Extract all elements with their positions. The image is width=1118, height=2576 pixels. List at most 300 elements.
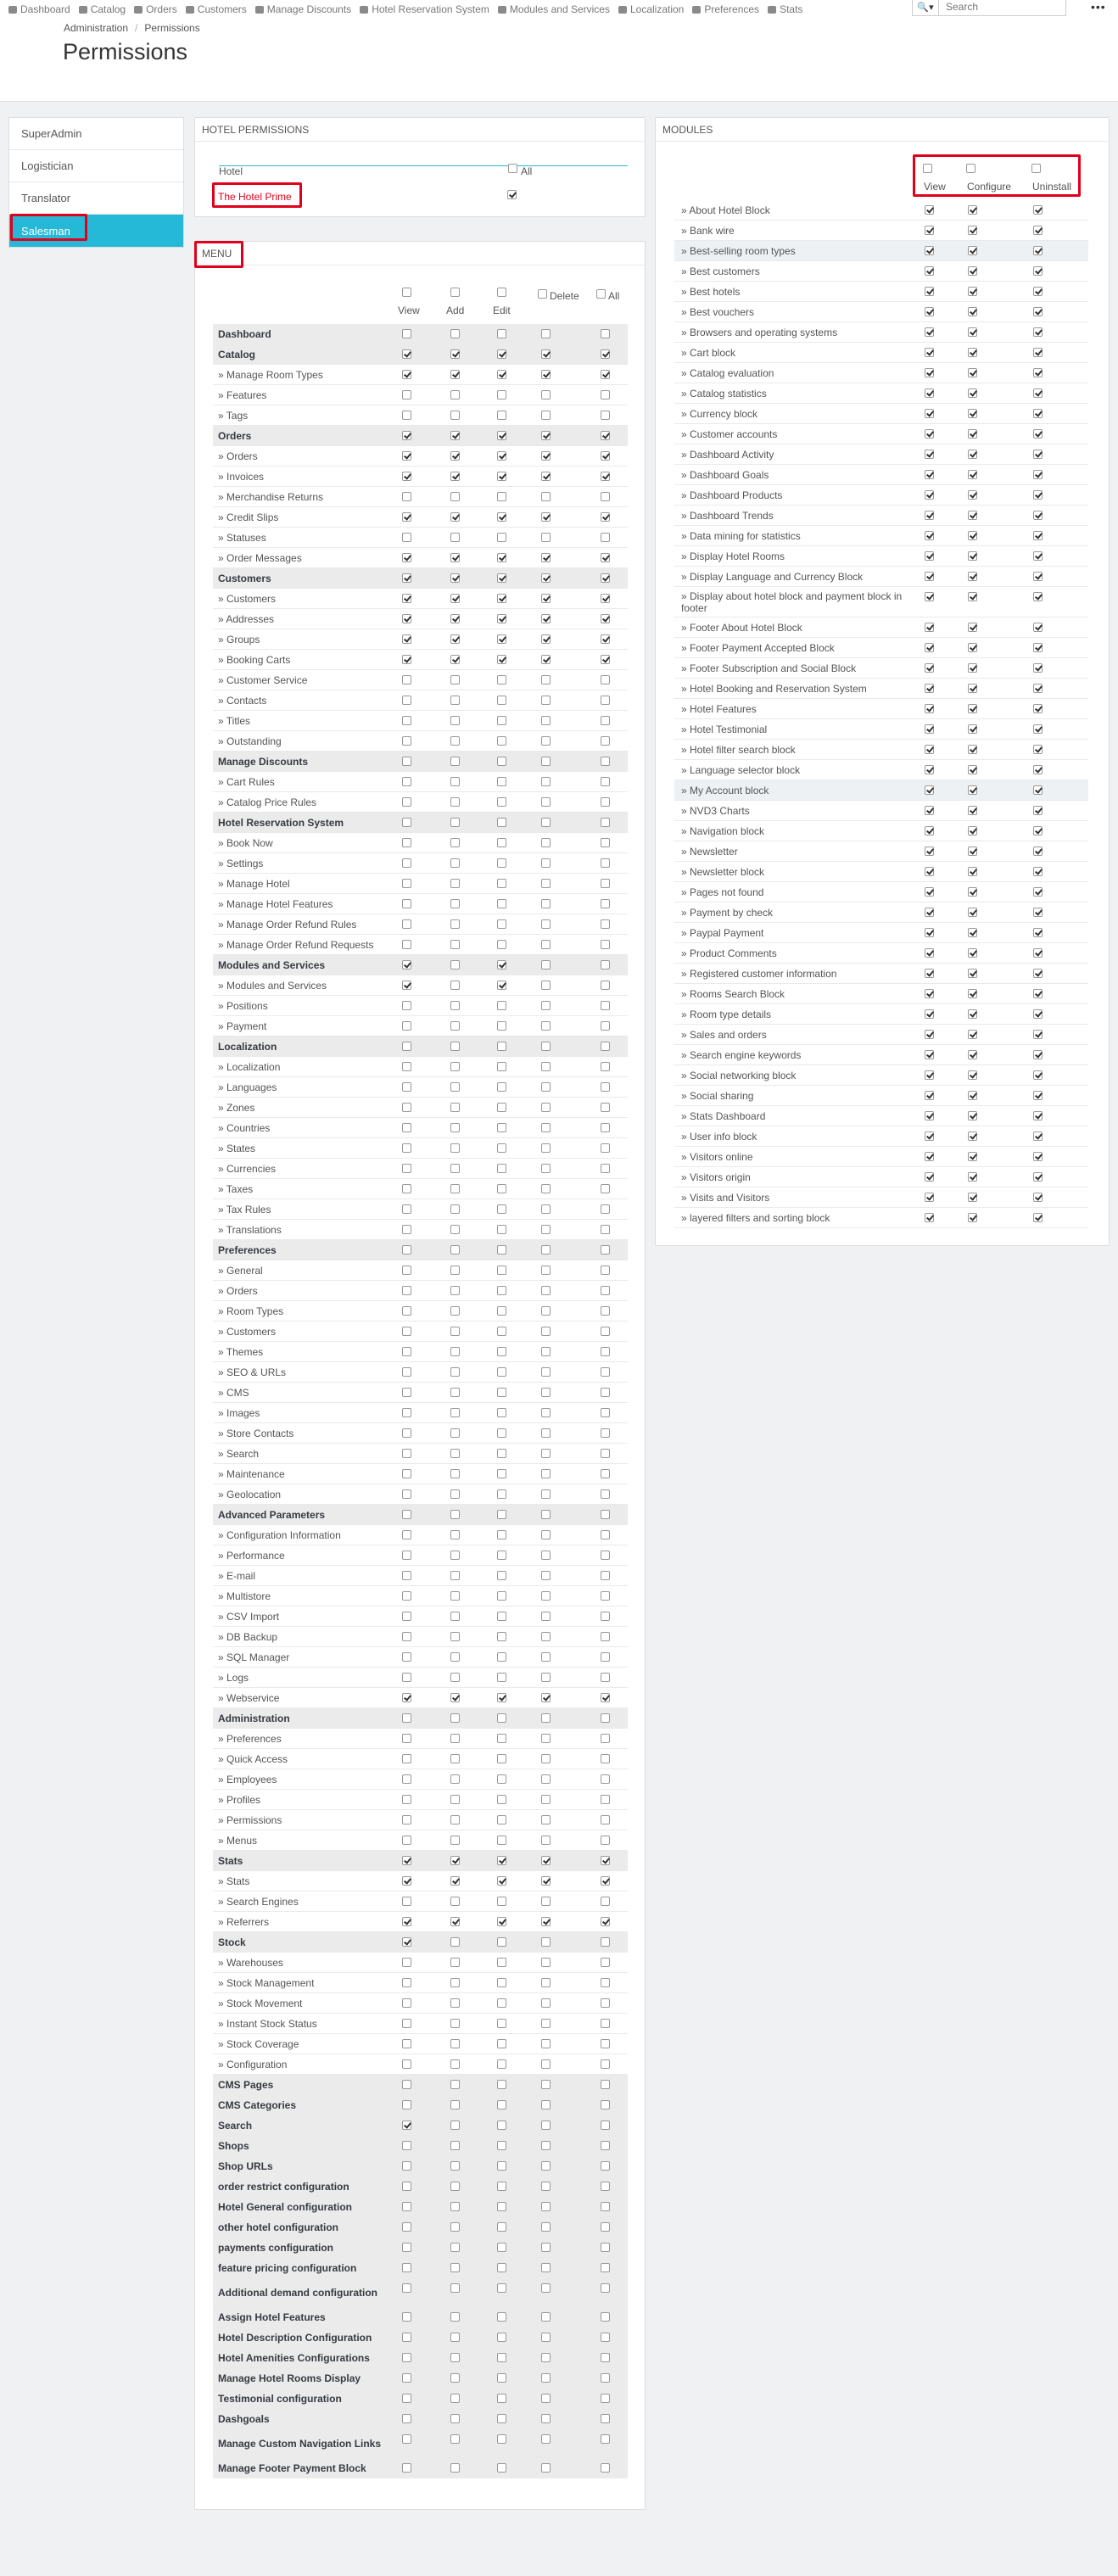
menu-all-checkbox[interactable] — [601, 349, 610, 359]
module-view-checkbox[interactable] — [925, 1111, 934, 1120]
module-view-checkbox[interactable] — [925, 226, 934, 235]
menu-edit-checkbox[interactable] — [497, 1489, 506, 1499]
menu-view-checkbox[interactable] — [402, 2182, 411, 2191]
module-configure-checkbox[interactable] — [968, 287, 977, 296]
menu-all-checkbox[interactable] — [601, 1062, 610, 1071]
module-configure-checkbox[interactable] — [968, 724, 977, 734]
menu-edit-checkbox[interactable] — [497, 594, 506, 603]
menu-view-checkbox[interactable] — [402, 655, 411, 664]
menu-all-checkbox[interactable] — [601, 1713, 610, 1723]
menu-view-checkbox[interactable] — [402, 1449, 411, 1458]
menu-view-checkbox[interactable] — [402, 1347, 411, 1356]
menu-view-checkbox[interactable] — [402, 1001, 411, 1010]
menu-all-checkbox[interactable] — [601, 1897, 610, 1906]
menu-add-checkbox[interactable] — [450, 736, 460, 746]
menu-edit-checkbox[interactable] — [497, 573, 506, 583]
menu-all-checkbox[interactable] — [601, 1571, 610, 1580]
menu-add-checkbox[interactable] — [450, 2019, 460, 2028]
menu-edit-checkbox[interactable] — [497, 838, 506, 847]
module-uninstall-checkbox[interactable] — [1033, 551, 1043, 561]
module-uninstall-checkbox[interactable] — [1033, 1132, 1043, 1141]
module-view-checkbox[interactable] — [925, 1091, 934, 1100]
menu-add-checkbox[interactable] — [450, 838, 460, 847]
menu-edit-checkbox[interactable] — [497, 1367, 506, 1377]
menu-add-checkbox[interactable] — [450, 1958, 460, 1967]
module-uninstall-checkbox[interactable] — [1033, 684, 1043, 693]
menu-add-checkbox[interactable] — [450, 879, 460, 888]
menu-delete-checkbox[interactable] — [541, 2161, 551, 2171]
menu-edit-checkbox[interactable] — [497, 451, 506, 461]
search-input[interactable] — [939, 0, 1066, 16]
menu-delete-checkbox[interactable] — [541, 1937, 551, 1947]
menu-edit-checkbox[interactable] — [497, 2080, 506, 2089]
menu-edit-checkbox[interactable] — [497, 431, 506, 440]
menu-add-checkbox[interactable] — [450, 1734, 460, 1743]
module-view-checkbox[interactable] — [925, 205, 934, 215]
menu-add-checkbox[interactable] — [450, 1836, 460, 1845]
module-view-checkbox[interactable] — [925, 704, 934, 713]
menu-edit-checkbox[interactable] — [497, 2353, 506, 2362]
menu-all-checkbox[interactable] — [601, 2121, 610, 2130]
menu-delete-checkbox[interactable] — [541, 2283, 551, 2293]
menu-all-checkbox[interactable] — [601, 797, 610, 807]
menu-add-checkbox[interactable] — [450, 716, 460, 725]
menu-view-checkbox[interactable] — [402, 1184, 411, 1193]
module-view-checkbox[interactable] — [925, 826, 934, 835]
menu-all-checkbox[interactable] — [601, 1143, 610, 1153]
menu-add-checkbox[interactable] — [450, 1204, 460, 1214]
menu-all-checkbox[interactable] — [601, 2222, 610, 2232]
menu-add-checkbox[interactable] — [450, 2243, 460, 2252]
menu-delete-checkbox[interactable] — [541, 1408, 551, 1417]
menu-delete-checkbox[interactable] — [541, 634, 551, 644]
menu-edit-checkbox[interactable] — [497, 736, 506, 746]
menu-edit-checkbox[interactable] — [497, 1713, 506, 1723]
menu-all-checkbox[interactable] — [601, 2394, 610, 2403]
menu-all-checkbox[interactable] — [601, 777, 610, 786]
module-view-checkbox[interactable] — [925, 592, 934, 601]
menu-view-checkbox[interactable] — [402, 2202, 411, 2211]
menu-delete-checkbox[interactable] — [541, 2373, 551, 2383]
menu-add-checkbox[interactable] — [450, 329, 460, 338]
menu-add-checkbox[interactable] — [450, 919, 460, 929]
menu-add-checkbox[interactable] — [450, 2182, 460, 2191]
module-view-checkbox[interactable] — [925, 409, 934, 418]
module-uninstall-checkbox[interactable] — [1033, 948, 1043, 958]
module-uninstall-checkbox[interactable] — [1033, 1009, 1043, 1019]
menu-all-checkbox[interactable] — [601, 960, 610, 969]
breadcrumb-root[interactable]: Administration — [64, 22, 129, 34]
menu-view-checkbox[interactable] — [402, 2141, 411, 2150]
module-uninstall-checkbox[interactable] — [1033, 1111, 1043, 1120]
menu-delete-checkbox[interactable] — [541, 1530, 551, 1539]
menu-add-checkbox[interactable] — [450, 2100, 460, 2109]
menu-edit-checkbox[interactable] — [497, 1612, 506, 1621]
module-view-checkbox[interactable] — [925, 989, 934, 998]
menu-delete-checkbox[interactable] — [541, 1998, 551, 2008]
menu-view-checkbox[interactable] — [402, 675, 411, 685]
menu-view-checkbox[interactable] — [402, 1856, 411, 1865]
module-view-checkbox[interactable] — [925, 307, 934, 316]
menu-add-checkbox[interactable] — [450, 1347, 460, 1356]
menu-all-checkbox[interactable] — [601, 329, 610, 338]
menu-edit-checkbox[interactable] — [497, 2263, 506, 2272]
menu-view-checkbox[interactable] — [402, 1428, 411, 1438]
menu-edit-checkbox[interactable] — [497, 329, 506, 338]
module-uninstall-checkbox[interactable] — [1033, 643, 1043, 652]
menu-delete-checkbox[interactable] — [541, 1958, 551, 1967]
profile-item-logistician[interactable]: Logistician — [9, 150, 183, 182]
menu-delete-checkbox[interactable] — [541, 675, 551, 685]
menu-edit-checkbox[interactable] — [497, 2182, 506, 2191]
menu-add-checkbox[interactable] — [450, 797, 460, 807]
menu-add-checkbox[interactable] — [450, 370, 460, 379]
module-uninstall-checkbox[interactable] — [1033, 368, 1043, 377]
menu-all-checkbox[interactable] — [601, 1978, 610, 1987]
menu-delete-checkbox[interactable] — [541, 2100, 551, 2109]
menu-edit-checkbox[interactable] — [497, 1245, 506, 1254]
menu-view-checkbox[interactable] — [402, 1388, 411, 1397]
menu-edit-checkbox[interactable] — [497, 940, 506, 949]
menu-edit-checkbox[interactable] — [497, 1469, 506, 1478]
menu-delete-checkbox[interactable] — [541, 777, 551, 786]
module-uninstall-checkbox[interactable] — [1033, 450, 1043, 459]
nav-item-localization[interactable] — [618, 3, 684, 15]
module-uninstall-checkbox[interactable] — [1033, 1152, 1043, 1161]
module-configure-checkbox[interactable] — [968, 1213, 977, 1222]
module-uninstall-checkbox[interactable] — [1033, 969, 1043, 978]
menu-view-checkbox[interactable] — [402, 1836, 411, 1845]
module-uninstall-checkbox[interactable] — [1033, 287, 1043, 296]
menu-delete-checkbox[interactable] — [541, 1489, 551, 1499]
menu-delete-checkbox[interactable] — [541, 1774, 551, 1784]
module-view-checkbox[interactable] — [925, 388, 934, 398]
menu-view-checkbox[interactable] — [402, 1042, 411, 1051]
module-view-checkbox[interactable] — [925, 266, 934, 276]
menu-edit-checkbox[interactable] — [497, 981, 506, 990]
menu-delete-checkbox[interactable] — [541, 431, 551, 440]
menu-edit-checkbox[interactable] — [497, 1978, 506, 1987]
menu-add-checkbox[interactable] — [450, 1652, 460, 1662]
menu-all-checkbox[interactable] — [601, 492, 610, 501]
menu-add-checkbox[interactable] — [450, 1815, 460, 1824]
profile-item-translator[interactable]: Translator — [9, 182, 183, 215]
menu-delete-checkbox[interactable] — [541, 940, 551, 949]
module-uninstall-checkbox[interactable] — [1033, 1070, 1043, 1080]
menu-view-checkbox[interactable] — [402, 818, 411, 827]
menu-all-checkbox[interactable] — [601, 736, 610, 746]
menu-view-checkbox[interactable] — [402, 1652, 411, 1662]
menu-all-checkbox[interactable] — [601, 919, 610, 929]
menu-add-checkbox[interactable] — [450, 2353, 460, 2362]
module-uninstall-checkbox[interactable] — [1033, 572, 1043, 581]
module-uninstall-checkbox[interactable] — [1033, 1030, 1043, 1039]
menu-all-checkbox[interactable] — [601, 1103, 610, 1112]
menu-edit-checkbox[interactable] — [497, 1876, 506, 1886]
menu-view-checkbox[interactable] — [402, 1632, 411, 1641]
menu-delete-checkbox[interactable] — [541, 390, 551, 400]
menu-add-checkbox[interactable] — [450, 2463, 460, 2473]
menu-delete-checkbox[interactable] — [541, 1795, 551, 1804]
menu-delete-checkbox[interactable] — [541, 655, 551, 664]
menu-edit-checkbox[interactable] — [497, 1652, 506, 1662]
module-configure-checkbox[interactable] — [968, 847, 977, 856]
menu-all-checkbox[interactable] — [601, 1204, 610, 1214]
menu-edit-checkbox[interactable] — [497, 2394, 506, 2403]
module-configure-checkbox[interactable] — [968, 1152, 977, 1161]
module-configure-checkbox[interactable] — [968, 948, 977, 958]
menu-view-checkbox[interactable] — [402, 1408, 411, 1417]
menu-all-checkbox[interactable] — [601, 1327, 610, 1336]
module-configure-checkbox[interactable] — [968, 429, 977, 439]
menu-all-checkbox[interactable] — [601, 1306, 610, 1316]
menu-delete-checkbox[interactable] — [541, 1897, 551, 1906]
menu-delete-checkbox[interactable] — [541, 1266, 551, 1275]
menu-delete-checkbox[interactable] — [541, 1612, 551, 1621]
menu-view-checkbox[interactable] — [402, 2434, 411, 2444]
menu-all-checkbox[interactable] — [601, 2283, 610, 2293]
menu-delete-checkbox[interactable] — [541, 1042, 551, 1051]
module-uninstall-checkbox[interactable] — [1033, 623, 1043, 632]
menu-delete-checkbox[interactable] — [541, 533, 551, 542]
menu-edit-checkbox[interactable] — [497, 757, 506, 766]
module-uninstall-checkbox[interactable] — [1033, 867, 1043, 876]
menu-add-checkbox[interactable] — [450, 2283, 460, 2293]
menu-edit-checkbox[interactable] — [497, 1327, 506, 1336]
menu-all-checkbox[interactable] — [601, 838, 610, 847]
menu-view-checkbox[interactable] — [402, 2333, 411, 2342]
menu-all-checkbox[interactable] — [601, 696, 610, 705]
menu-all-checkbox[interactable] — [601, 1266, 610, 1275]
menu-view-checkbox[interactable] — [402, 2161, 411, 2171]
module-uninstall-checkbox[interactable] — [1033, 765, 1043, 774]
menu-all-checkbox[interactable] — [601, 757, 610, 766]
menu-edit-checkbox[interactable] — [497, 1510, 506, 1519]
menu-add-checkbox[interactable] — [450, 675, 460, 685]
module-configure-checkbox[interactable] — [968, 928, 977, 937]
module-uninstall-checkbox[interactable] — [1033, 246, 1043, 255]
menu-all-checkbox[interactable] — [601, 1082, 610, 1092]
menu-add-checkbox[interactable] — [450, 818, 460, 827]
menu-view-checkbox[interactable] — [402, 370, 411, 379]
menu-all-checkbox[interactable] — [601, 390, 610, 400]
module-uninstall-checkbox[interactable] — [1033, 205, 1043, 215]
menu-edit-checkbox[interactable] — [497, 2161, 506, 2171]
menu-all-checkbox[interactable] — [601, 370, 610, 379]
menu-add-checkbox[interactable] — [450, 1021, 460, 1031]
menu-all-checkbox[interactable] — [601, 1917, 610, 1926]
menu-delete-checkbox[interactable] — [541, 1143, 551, 1153]
menu-delete-checkbox[interactable] — [541, 451, 551, 461]
menu-edit-checkbox[interactable] — [497, 1693, 506, 1702]
menu-all-checkbox[interactable] — [601, 1754, 610, 1763]
menu-edit-checkbox[interactable] — [497, 533, 506, 542]
menu-view-checkbox[interactable] — [402, 838, 411, 847]
module-view-checkbox[interactable] — [925, 429, 934, 439]
menu-add-checkbox[interactable] — [450, 1143, 460, 1153]
module-configure-checkbox[interactable] — [968, 745, 977, 754]
menu-delete-checkbox[interactable] — [541, 1734, 551, 1743]
nav-item-customers[interactable] — [186, 3, 247, 15]
menu-all-checkbox[interactable] — [601, 1652, 610, 1662]
menu-view-checkbox[interactable] — [402, 1917, 411, 1926]
menu-add-checkbox[interactable] — [450, 533, 460, 542]
menu-all-checkbox[interactable] — [601, 1632, 610, 1641]
menu-add-checkbox[interactable] — [450, 2080, 460, 2089]
menu-all-checkbox[interactable] — [601, 2414, 610, 2423]
menu-delete-checkbox[interactable] — [541, 1388, 551, 1397]
module-uninstall-checkbox[interactable] — [1033, 1213, 1043, 1222]
menu-add-checkbox[interactable] — [450, 2394, 460, 2403]
menu-delete-checkbox[interactable] — [541, 2059, 551, 2069]
menu-all-checkbox[interactable] — [601, 2312, 610, 2322]
menu-add-checkbox[interactable] — [450, 553, 460, 562]
menu-view-checkbox[interactable] — [402, 1693, 411, 1702]
module-view-checkbox[interactable] — [925, 887, 934, 897]
menu-all-add-checkbox[interactable] — [450, 288, 460, 297]
menu-view-checkbox[interactable] — [402, 1266, 411, 1275]
menu-view-checkbox[interactable] — [402, 960, 411, 969]
menu-add-checkbox[interactable] — [450, 777, 460, 786]
menu-add-checkbox[interactable] — [450, 1713, 460, 1723]
menu-all-checkbox[interactable] — [601, 1774, 610, 1784]
menu-add-checkbox[interactable] — [450, 1510, 460, 1519]
menu-all-checkbox[interactable] — [601, 614, 610, 623]
menu-view-checkbox[interactable] — [402, 1327, 411, 1336]
menu-delete-checkbox[interactable] — [541, 1204, 551, 1214]
module-configure-checkbox[interactable] — [968, 908, 977, 917]
menu-edit-checkbox[interactable] — [497, 797, 506, 807]
menu-delete-checkbox[interactable] — [541, 2182, 551, 2191]
module-view-checkbox[interactable] — [925, 643, 934, 652]
menu-view-checkbox[interactable] — [402, 390, 411, 400]
module-view-checkbox[interactable] — [925, 287, 934, 296]
menu-view-checkbox[interactable] — [402, 2394, 411, 2403]
menu-delete-checkbox[interactable] — [541, 2434, 551, 2444]
module-uninstall-checkbox[interactable] — [1033, 928, 1043, 937]
menu-edit-checkbox[interactable] — [497, 2373, 506, 2383]
menu-add-checkbox[interactable] — [450, 1184, 460, 1193]
menu-all-all-checkbox[interactable] — [596, 289, 606, 299]
menu-edit-checkbox[interactable] — [497, 1103, 506, 1112]
menu-edit-checkbox[interactable] — [497, 655, 506, 664]
menu-delete-checkbox[interactable] — [541, 553, 551, 562]
menu-view-checkbox[interactable] — [402, 553, 411, 562]
menu-add-checkbox[interactable] — [450, 390, 460, 400]
menu-view-checkbox[interactable] — [402, 2039, 411, 2048]
module-configure-checkbox[interactable] — [968, 551, 977, 561]
menu-add-checkbox[interactable] — [450, 1774, 460, 1784]
menu-all-checkbox[interactable] — [601, 1673, 610, 1682]
menu-add-checkbox[interactable] — [450, 2161, 460, 2171]
menu-delete-checkbox[interactable] — [541, 512, 551, 522]
menu-all-checkbox[interactable] — [601, 2243, 610, 2252]
menu-all-checkbox[interactable] — [601, 2333, 610, 2342]
menu-add-checkbox[interactable] — [450, 1449, 460, 1458]
menu-edit-checkbox[interactable] — [497, 1673, 506, 1682]
menu-view-checkbox[interactable] — [402, 1998, 411, 2008]
menu-all-checkbox[interactable] — [601, 472, 610, 481]
profile-item-superadmin[interactable]: SuperAdmin — [9, 118, 183, 150]
menu-delete-checkbox[interactable] — [541, 1347, 551, 1356]
menu-all-checkbox[interactable] — [601, 2434, 610, 2444]
menu-delete-checkbox[interactable] — [541, 1856, 551, 1865]
module-configure-checkbox[interactable] — [968, 684, 977, 693]
menu-add-checkbox[interactable] — [450, 655, 460, 664]
menu-add-checkbox[interactable] — [450, 1571, 460, 1580]
menu-edit-checkbox[interactable] — [497, 1958, 506, 1967]
menu-all-checkbox[interactable] — [601, 981, 610, 990]
menu-view-checkbox[interactable] — [402, 1164, 411, 1173]
module-configure-checkbox[interactable] — [968, 307, 977, 316]
module-uninstall-checkbox[interactable] — [1033, 531, 1043, 540]
menu-edit-checkbox[interactable] — [497, 1449, 506, 1458]
menu-edit-checkbox[interactable] — [497, 2243, 506, 2252]
menu-edit-checkbox[interactable] — [497, 512, 506, 522]
menu-add-checkbox[interactable] — [450, 1917, 460, 1926]
menu-delete-checkbox[interactable] — [541, 1693, 551, 1702]
menu-edit-checkbox[interactable] — [497, 2141, 506, 2150]
module-configure-checkbox[interactable] — [968, 226, 977, 235]
module-configure-checkbox[interactable] — [968, 1091, 977, 1100]
menu-view-checkbox[interactable] — [402, 2283, 411, 2293]
module-configure-checkbox[interactable] — [968, 450, 977, 459]
menu-view-checkbox[interactable] — [402, 1510, 411, 1519]
module-view-checkbox[interactable] — [925, 246, 934, 255]
menu-all-checkbox[interactable] — [601, 1795, 610, 1804]
menu-delete-checkbox[interactable] — [541, 696, 551, 705]
menu-view-checkbox[interactable] — [402, 573, 411, 583]
menu-all-checkbox[interactable] — [601, 1449, 610, 1458]
menu-view-checkbox[interactable] — [402, 1551, 411, 1560]
menu-add-checkbox[interactable] — [450, 1856, 460, 1865]
menu-add-checkbox[interactable] — [450, 451, 460, 461]
nav-item-preferences[interactable] — [692, 3, 759, 15]
module-configure-checkbox[interactable] — [968, 266, 977, 276]
menu-view-checkbox[interactable] — [402, 1754, 411, 1763]
menu-delete-checkbox[interactable] — [541, 1978, 551, 1987]
menu-delete-checkbox[interactable] — [541, 472, 551, 481]
module-uninstall-checkbox[interactable] — [1033, 663, 1043, 673]
menu-edit-checkbox[interactable] — [497, 1286, 506, 1295]
menu-all-checkbox[interactable] — [601, 2463, 610, 2473]
module-view-checkbox[interactable] — [925, 663, 934, 673]
menu-edit-checkbox[interactable] — [497, 1184, 506, 1193]
module-configure-checkbox[interactable] — [968, 1111, 977, 1120]
module-uninstall-checkbox[interactable] — [1033, 989, 1043, 998]
menu-delete-checkbox[interactable] — [541, 2202, 551, 2211]
menu-edit-checkbox[interactable] — [497, 2283, 506, 2293]
module-configure-checkbox[interactable] — [968, 826, 977, 835]
menu-delete-checkbox[interactable] — [541, 1062, 551, 1071]
module-view-checkbox[interactable] — [925, 908, 934, 917]
menu-edit-checkbox[interactable] — [497, 960, 506, 969]
menu-view-checkbox[interactable] — [402, 1591, 411, 1601]
menu-view-checkbox[interactable] — [402, 1143, 411, 1153]
module-configure-checkbox[interactable] — [968, 388, 977, 398]
menu-all-checkbox[interactable] — [601, 2182, 610, 2191]
menu-edit-checkbox[interactable] — [497, 1143, 506, 1153]
menu-delete-checkbox[interactable] — [541, 1652, 551, 1662]
menu-edit-checkbox[interactable] — [497, 1042, 506, 1051]
menu-all-checkbox[interactable] — [601, 940, 610, 949]
nav-item-stats[interactable] — [768, 3, 802, 15]
menu-delete-checkbox[interactable] — [541, 492, 551, 501]
menu-view-checkbox[interactable] — [402, 512, 411, 522]
module-configure-checkbox[interactable] — [968, 887, 977, 897]
menu-all-checkbox[interactable] — [601, 2373, 610, 2383]
module-view-checkbox[interactable] — [925, 745, 934, 754]
